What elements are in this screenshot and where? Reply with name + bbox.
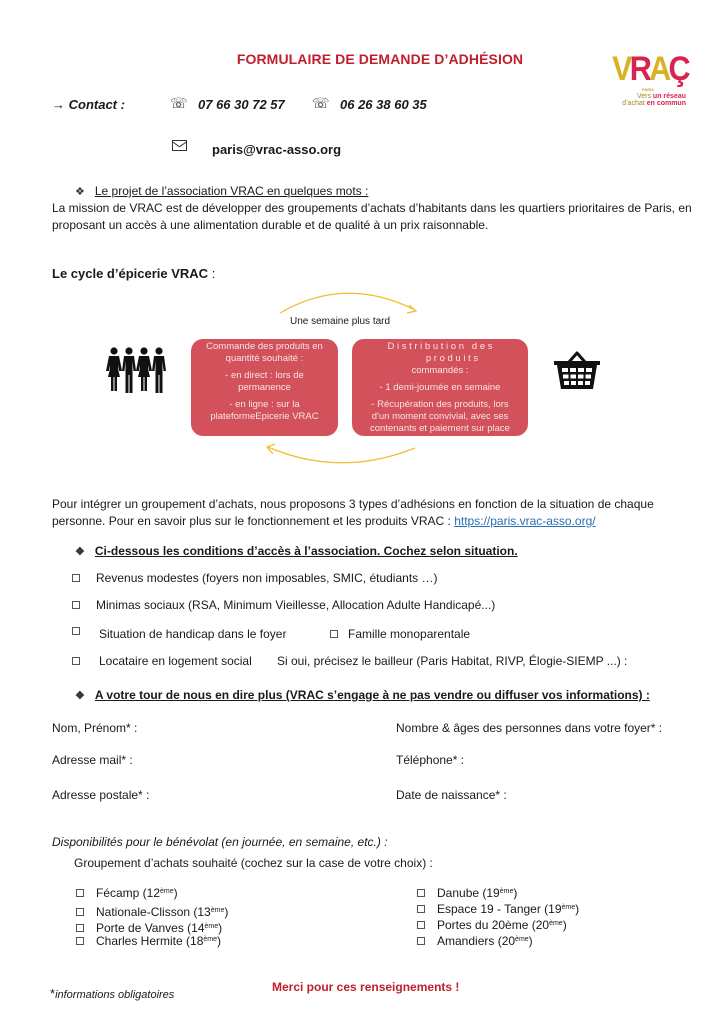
phone-number-2[interactable]: 06 26 38 60 35	[340, 97, 427, 112]
group-option-espace-19-tanger[interactable]	[417, 902, 579, 917]
address-field-label[interactable]: Adresse postale* :	[52, 788, 150, 802]
household-field-label[interactable]: Nombre & âges des personnes dans votre foyer* :	[396, 721, 663, 735]
membership-intro-text: Pour intégrer un groupement d’achats, nous proposons 3 types d’adhésions en fonction de la situation de chaque personne. Pour en savoir plus sur le fonctionnement et les produits VRAC :	[52, 497, 654, 528]
logo-city: PARIS	[642, 87, 654, 92]
distribution-box-title: commandés :	[411, 365, 469, 376]
week-label: Une semaine plus tard	[290, 316, 391, 327]
checkbox[interactable]	[72, 627, 80, 635]
info-heading-text: A votre tour de nous en dire plus (VRAC s’engage à ne pas vendre ou diffuser vos informations) :	[94, 688, 650, 702]
group-label-end: )	[173, 886, 178, 900]
distribution-box-item: d'un moment convivial, avec ses	[371, 411, 509, 422]
condition-label: Revenus modestes (foyers non imposables, SMIC, étudiants …)	[96, 571, 438, 585]
checkbox[interactable]	[76, 937, 84, 945]
info-heading	[75, 688, 650, 702]
conditions-heading	[75, 544, 518, 558]
group-option-charles-hermite[interactable]	[76, 934, 221, 949]
checkbox[interactable]	[417, 937, 425, 945]
checkbox[interactable]	[330, 630, 338, 638]
required-fields-note	[50, 986, 174, 1001]
contact-email[interactable]: paris@vrac-asso.org	[212, 142, 342, 157]
email-field-label[interactable]: Adresse mail* :	[52, 753, 133, 767]
group-label-end: )	[217, 934, 221, 948]
checkbox[interactable]	[76, 924, 84, 932]
group-label: Portes du 20ème (20	[437, 918, 550, 932]
group-label-end: )	[528, 934, 533, 948]
group-label: Amandiers (20	[437, 934, 516, 948]
group-label: Charles Hermite (18	[96, 934, 204, 948]
condition-label: Famille monoparentale	[348, 627, 471, 641]
tagline-part: d’achat	[622, 100, 647, 107]
distribution-box-item: - Récupération des produits, lors	[371, 399, 509, 410]
phone-icon: ☏	[312, 95, 330, 111]
contact-label: → Contact :	[52, 97, 125, 112]
basket-icon	[553, 350, 601, 390]
phone-icon: ☏	[170, 95, 188, 111]
group-label: Danube (19	[437, 886, 500, 900]
group-label: Nationale-Clisson (13	[96, 905, 211, 919]
order-box-title: Commande des produits en	[206, 341, 323, 352]
checkbox[interactable]	[76, 908, 84, 916]
project-heading-text: Le projet de l’association VRAC en quelques mots :	[94, 184, 369, 198]
logo-letter-c: Ç	[668, 50, 688, 88]
project-description: La mission de VRAC est de développer des groupements d’achats d’habitants dans les quartiers prioritaires de Paris, en proposant un accès à une alimentation durable et de qualité à un prix raisonnable.	[52, 201, 692, 232]
group-label-end: )	[224, 905, 229, 919]
diamond-bullet-icon: ❖	[75, 690, 85, 702]
tagline-part: Vers	[636, 93, 653, 100]
logo-letter-v: V	[612, 50, 630, 88]
group-option-fecamp[interactable]	[76, 886, 178, 901]
checkbox[interactable]	[72, 601, 80, 609]
group-prompt: Groupement d’achats souhaité (cochez sur la case de votre choix) :	[74, 856, 433, 870]
cycle-title-text: Le cycle d’épicerie VRAC	[52, 266, 209, 281]
page-title: FORMULAIRE DE DEMANDE D’ADHÉSION	[236, 51, 524, 67]
group-label: Espace 19 - Tanger (19	[437, 902, 562, 916]
thank-you-message: Merci pour ces renseignements !	[272, 980, 460, 994]
people-icon	[106, 347, 172, 393]
order-box-item: permanence	[238, 382, 291, 393]
asterisk: *	[50, 986, 56, 1001]
top-arrow-curve	[280, 293, 415, 313]
order-box-item: - en direct : lors de	[225, 370, 304, 381]
volunteer-availability-label[interactable]: Disponibilités pour le bénévolat (en journée, en semaine, etc.) :	[52, 835, 388, 849]
phone-field-label[interactable]: Téléphone* :	[396, 753, 465, 767]
website-link[interactable]: https://paris.vrac-asso.org/	[454, 514, 596, 528]
group-option-danube[interactable]	[417, 886, 517, 901]
distribution-box-item: contenants et paiement sur place	[370, 423, 510, 434]
bottom-arrow-curve	[268, 447, 415, 463]
birthdate-field-label[interactable]: Date de naissance* :	[396, 788, 507, 802]
condition-label: Locataire en logement social	[99, 654, 252, 668]
condition-label: Situation de handicap dans le foyer	[99, 627, 287, 641]
ordinal-suffix: ème	[561, 904, 576, 911]
group-option-nationale-clisson[interactable]	[76, 905, 228, 920]
checkbox[interactable]	[417, 889, 425, 897]
group-option-amandiers[interactable]	[417, 934, 533, 949]
tagline-part: en commun	[646, 100, 686, 107]
checkbox[interactable]	[72, 657, 80, 665]
group-label-end: )	[513, 886, 518, 900]
checkbox[interactable]	[417, 905, 425, 913]
distribution-box-title: D i s t r i b u t i o n d e s	[387, 341, 493, 352]
group-label: Porte de Vanves (14	[96, 921, 205, 935]
group-option-portes-du-20eme[interactable]	[417, 918, 567, 933]
group-label-end: )	[218, 921, 223, 935]
order-box-item: plateformeEpicerie VRAC	[210, 411, 319, 422]
diamond-bullet-icon: ❖	[75, 546, 85, 558]
name-field-label[interactable]: Nom, Prénom* :	[52, 721, 138, 735]
required-note-text: informations obligatoires	[55, 989, 175, 1001]
distribution-box-item: - 1 demi-journée en semaine	[379, 382, 501, 393]
condition-revenus-modestes[interactable]	[72, 571, 437, 585]
condition-monoparentale[interactable]	[330, 627, 470, 641]
logo-letter-a: A	[649, 50, 669, 88]
condition-label: Minimas sociaux (RSA, Minimum Vieillesse, Allocation Adulte Handicapé...)	[96, 598, 496, 612]
group-label: Fécamp (12	[96, 886, 161, 900]
ordinal-suffix: ème	[549, 920, 563, 927]
checkbox[interactable]	[76, 889, 84, 897]
condition-logement-social[interactable]	[72, 654, 252, 668]
distribution-box	[352, 339, 528, 436]
order-box-item: - en ligne : sur la	[229, 399, 300, 410]
ordinal-suffix: ème	[160, 888, 174, 895]
landlord-prompt: Si oui, précisez le bailleur (Paris Habitat, RIVP, Élogie-SIEMP ...) :	[277, 654, 628, 668]
ordinal-suffix: ème	[203, 936, 217, 943]
tagline-part: un réseau	[652, 93, 686, 100]
ordinal-suffix: ème	[515, 936, 529, 943]
conditions-heading-text: Ci-dessous les conditions d’accès à l’association. Cochez selon situation.	[94, 544, 518, 558]
phone-number-1[interactable]: 07 66 30 72 57	[198, 97, 285, 112]
order-box-title: quantité souhaité :	[225, 353, 304, 364]
ordinal-suffix: ème	[210, 907, 225, 914]
order-box	[191, 339, 338, 436]
membership-intro	[52, 496, 692, 530]
ordinal-suffix: ème	[499, 888, 514, 895]
checkbox[interactable]	[72, 574, 80, 582]
diamond-bullet-icon: ❖	[75, 186, 85, 198]
ordinal-suffix: ème	[204, 923, 219, 930]
distribution-box-title: p r o d u i t s	[425, 353, 479, 364]
group-label-end: )	[562, 918, 567, 932]
checkbox[interactable]	[417, 921, 425, 929]
logo-letter-r: R	[629, 50, 650, 88]
group-label-end: )	[575, 902, 580, 916]
cycle-title-suffix: :	[208, 266, 216, 281]
condition-handicap[interactable]	[72, 627, 286, 641]
condition-minimas-sociaux[interactable]	[72, 598, 495, 612]
